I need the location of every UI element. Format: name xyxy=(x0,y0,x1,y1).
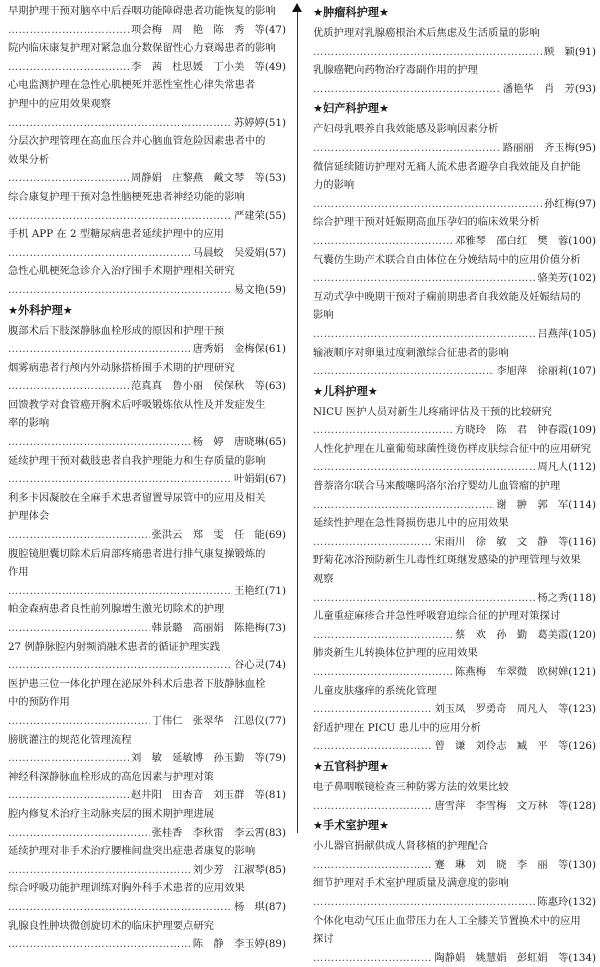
entry-authors-row xyxy=(8,340,286,359)
entry-title-line: 护理体会 xyxy=(8,510,50,523)
entry-authors: 蹇 琳 刘 晓 李 丽 等(130) xyxy=(434,858,596,871)
entry-authors: 张洪云 郑 雯 任 能(69) xyxy=(151,529,286,542)
toc-entry[interactable] xyxy=(8,188,286,225)
entry-title-line: 腹腔镜胆囊切除术后肩部疼痛患者进行排气康复操锻炼的 xyxy=(8,547,266,560)
entry-title-line: 探讨 xyxy=(313,933,334,946)
dot-leader xyxy=(313,893,535,912)
entry-title-line: 中的预防作用 xyxy=(8,696,70,709)
entry-authors: 杨 婷 唐晓琳(65) xyxy=(192,436,286,449)
entry-authors: 陶静娟 姚慧娟 彭虹娟 等(134) xyxy=(434,951,596,964)
toc-entry[interactable] xyxy=(313,120,596,157)
entry-authors: 陈 静 李玉婷(89) xyxy=(192,938,286,951)
dot-leader xyxy=(8,21,129,40)
entry-authors-row xyxy=(8,786,286,805)
dot-leader xyxy=(313,80,501,99)
entry-authors: 丁伟仁 张翠华 江恩仪(77) xyxy=(151,714,286,727)
toc-entry[interactable] xyxy=(8,225,286,262)
entry-authors: 陈燕梅 车翠微 欧树婵(121) xyxy=(455,666,596,678)
entry-authors-row xyxy=(8,21,286,40)
entry-title-line: 神经科深静脉血栓形成的高危因素与护理对策 xyxy=(8,770,214,783)
entry-title-line: 烟雾病患者行颅内外动脉搭桥围手术期的护理研究 xyxy=(8,361,235,374)
entry-authors: 韩景璐 高丽娟 陈艳梅(73) xyxy=(151,622,286,634)
entry-title-line: 腹部术后下肢深静脉血栓形成的原因和护理干预 xyxy=(8,324,225,337)
section-heading: ★五官科护理★ xyxy=(313,759,389,773)
dot-leader xyxy=(313,856,432,875)
entry-authors-row xyxy=(8,656,286,675)
entry-authors-row xyxy=(313,43,596,62)
toc-entry[interactable] xyxy=(313,719,596,756)
entry-authors-row xyxy=(313,797,596,816)
entry-authors: 李 茜 杜思媛 丁小美 等(49) xyxy=(131,60,286,73)
entry-authors-row xyxy=(313,893,596,912)
entry-title-line: 普萘洛尔联合马来酸噻吗洛尔治疗婴幼儿血管瘤的护理 xyxy=(313,480,561,493)
entry-authors: 孙红梅(97) xyxy=(543,197,596,210)
entry-authors-row xyxy=(8,898,286,917)
dot-leader xyxy=(8,582,232,601)
dot-leader xyxy=(8,58,129,77)
entry-title-line: 分层次护理管理在高血压合并心脑血管危险因素患者中的 xyxy=(8,135,266,148)
entry-authors-row xyxy=(8,114,286,133)
entry-authors-row xyxy=(8,207,286,226)
dot-leader xyxy=(8,935,191,954)
entry-authors-row xyxy=(313,458,596,477)
entry-authors-row xyxy=(313,700,596,719)
dot-leader xyxy=(8,786,129,805)
toc-entry[interactable] xyxy=(313,158,596,214)
entry-title-line: 膀胱灌注的规范化管理流程 xyxy=(8,733,132,746)
toc-entry[interactable] xyxy=(313,607,596,644)
entry-authors: 叶娟娟(67) xyxy=(233,473,286,486)
entry-authors: 蔡 欢 孙 勤 葛美霞(120) xyxy=(455,628,596,641)
entry-title-line: 率的影响 xyxy=(8,417,50,430)
dot-leader xyxy=(313,663,453,682)
entry-authors-row xyxy=(8,244,286,263)
entry-title-line: 医护患三位一体化护理在泌尿外科术后患者下肢静脉血栓 xyxy=(8,677,266,690)
entry-authors: 张桂香 李秋雷 李云霄(83) xyxy=(151,826,286,839)
entry-title-line: 优质护理对乳腺癌根治术后焦虑及生活质量的影响 xyxy=(313,27,540,39)
dot-leader xyxy=(8,340,191,359)
entry-authors-row xyxy=(313,496,596,515)
entry-authors-row xyxy=(313,663,596,682)
entry-authors-row xyxy=(313,737,596,756)
entry-title-line: 人性化护理在儿童葡萄球菌性烫伤样皮肤综合征中的应用研究 xyxy=(313,442,592,455)
entry-title-line: 力的影响 xyxy=(313,179,355,192)
dot-leader xyxy=(8,712,150,731)
dot-leader xyxy=(313,421,453,440)
dot-leader xyxy=(313,533,432,552)
entry-title-line: 小儿器官捐献供成人肾移植的护理配合 xyxy=(313,840,489,853)
entry-title-line: 产妇母乳喂养自我效能感及影响因素分析 xyxy=(313,123,499,136)
entry-title-line: 延续护理干预对截肢患者自我护理能力和生存质量的影响 xyxy=(8,454,266,467)
entry-title-line: 肺炎新生儿转换体位护理的应用效果 xyxy=(313,647,478,660)
entry-title-line: 延续性护理在急性肾损伤患儿中的应用效果 xyxy=(313,517,509,530)
entry-authors: 潘艳华 肖 芳(93) xyxy=(502,82,596,95)
toc-entry[interactable] xyxy=(313,778,596,815)
toc-entry[interactable] xyxy=(8,805,286,842)
entry-authors-row xyxy=(313,139,596,158)
entry-authors-row xyxy=(8,861,286,880)
entry-authors-row xyxy=(313,533,596,552)
entry-authors: 苏婷婷(51) xyxy=(233,116,286,129)
entry-title-line: 观察 xyxy=(313,573,334,586)
entry-title-line: 影响 xyxy=(313,309,334,322)
entry-authors: 李旭萍 徐丽莉(107) xyxy=(496,365,596,378)
dot-leader xyxy=(313,737,432,756)
toc-entry[interactable] xyxy=(313,837,596,874)
toc-entry[interactable] xyxy=(8,842,286,879)
entry-title-line: 效果分析 xyxy=(8,153,50,166)
entry-title-line: 帕金森病患者良性前列腺增生激光切除术的护理 xyxy=(8,603,225,616)
entry-title-line: 乳腺良性肿块微创旋切术的临床护理要点研究 xyxy=(8,919,214,932)
entry-authors-row xyxy=(8,582,286,601)
toc-entry[interactable] xyxy=(313,440,596,477)
entry-title-line: 护理中的应用效果观察 xyxy=(8,97,111,110)
dot-leader xyxy=(313,139,501,158)
entry-title-line: 互动式孕中晚期干预对子痫前期患者自我效能及妊娠结局的 xyxy=(313,290,581,303)
entry-authors: 吕燕萍(105) xyxy=(537,327,596,340)
entry-authors: 唐雪萍 李雪梅 文万林 等(128) xyxy=(434,799,596,812)
entry-authors-row xyxy=(8,377,286,396)
entry-title-line: 综合护理干预对妊娠期高血压孕妇的临床效果分析 xyxy=(313,216,540,229)
toc-entry[interactable] xyxy=(313,251,596,288)
entry-title-line: 腔内修复术治疗主动脉夹层的围术期护理进展 xyxy=(8,807,214,820)
right-column xyxy=(313,2,596,967)
dot-leader xyxy=(8,281,232,300)
toc-entry[interactable] xyxy=(8,638,286,675)
dot-leader xyxy=(8,619,150,638)
toc-entry[interactable] xyxy=(8,2,286,39)
entry-title-line: 27 例静脉腔内射频消融术患者的循证护理实践 xyxy=(8,640,221,653)
toc-entry[interactable] xyxy=(8,396,286,452)
entry-authors-row xyxy=(8,935,286,954)
entry-title-line: 个体化电动气压止血带压力在人工全膝关节置换术中的应用 xyxy=(313,914,581,927)
entry-authors-row xyxy=(313,362,596,381)
entry-authors: 邓雅琴 邵白红 樊 蓉(100) xyxy=(455,234,596,247)
entry-authors: 宋雨川 徐 敏 文 静 等(116) xyxy=(434,535,596,548)
section-heading: ★儿科护理★ xyxy=(313,384,378,398)
toc-entry[interactable] xyxy=(313,477,596,514)
entry-authors-row xyxy=(8,619,286,638)
entry-authors-row xyxy=(313,80,596,99)
entry-authors-row xyxy=(313,589,596,608)
entry-authors: 马晨蛟 吴爱娟(57) xyxy=(192,246,286,259)
entry-authors: 赵井阳 田杏音 刘玉群 等(81) xyxy=(131,789,286,802)
entry-title-line: 输液顺序对卵巢过度刺激综合征患者的影响 xyxy=(313,346,509,359)
entry-title-line: 手机 APP 在 2 型糖尿病患者延续护理中的应用 xyxy=(8,228,224,241)
toc-entry[interactable] xyxy=(8,489,286,545)
entry-title-line: 乳腺癌靶向药物治疗毒副作用的护理 xyxy=(313,64,478,77)
dot-leader xyxy=(8,433,191,452)
toc-entry[interactable] xyxy=(8,262,286,299)
dot-leader xyxy=(8,861,191,880)
entry-authors: 曾 谦 刘伶志 臧 平 等(126) xyxy=(434,740,596,753)
entry-authors-row xyxy=(313,421,596,440)
toc-entry[interactable] xyxy=(8,39,286,76)
toc-entry[interactable] xyxy=(8,675,286,731)
entry-authors: 顾 颖(91) xyxy=(543,45,596,58)
dot-leader xyxy=(8,470,232,489)
dot-leader xyxy=(313,626,453,645)
entry-title-line: 综合呼吸功能护理训练对胸外科手术患者的应用效果 xyxy=(8,882,245,895)
dot-leader xyxy=(313,195,542,214)
toc-entry[interactable] xyxy=(8,879,286,916)
entry-title-line: 舒适护理在 PICU 患儿中的应用分析 xyxy=(313,721,481,734)
entry-authors-row xyxy=(8,712,286,731)
dot-leader xyxy=(8,207,232,226)
dot-leader xyxy=(8,656,232,675)
dot-leader xyxy=(313,232,453,251)
section-heading: ★外科护理★ xyxy=(8,303,73,317)
entry-authors-row xyxy=(8,749,286,768)
dot-leader xyxy=(313,496,494,515)
dot-leader xyxy=(8,749,129,768)
entry-title-line: 院内临床康复护理对紧急血分数保留性心力衰竭患者的影响 xyxy=(8,42,276,55)
entry-authors-row xyxy=(8,433,286,452)
toc-entry[interactable] xyxy=(8,768,286,805)
entry-title-line: 心电监测护理在急性心肌梗死并恶性室性心律失常患者 xyxy=(8,79,256,92)
toc-entry[interactable] xyxy=(313,874,596,911)
toc-entry[interactable] xyxy=(313,551,596,607)
toc-entry[interactable] xyxy=(313,682,596,719)
dot-leader xyxy=(8,526,150,545)
toc-entry[interactable] xyxy=(313,644,596,681)
entry-authors-row xyxy=(313,325,596,344)
entry-title-line: 急性心肌梗死急诊介入治疗围手术期护理相关研究 xyxy=(8,265,235,278)
toc-entry[interactable] xyxy=(313,61,596,98)
dot-leader xyxy=(8,114,232,133)
entry-authors: 谷心灵(74) xyxy=(233,659,286,672)
entry-title-line: 回馈教学对食管癌开胸术后呼吸锻炼依从性及并发症发生 xyxy=(8,398,266,411)
entry-title-line: 延续护理对非手术治疗腰椎间盘突出症患者康复的影响 xyxy=(8,845,256,858)
left-column xyxy=(8,2,286,954)
entry-authors: 方晓玲 陈 君 钟春霞(109) xyxy=(455,424,596,437)
entry-authors: 杨 琪(87) xyxy=(233,900,286,913)
toc-entry[interactable] xyxy=(313,403,596,440)
entry-title-line: 细节护理对手术室护理质量及满意度的影响 xyxy=(313,877,509,890)
dot-leader xyxy=(313,700,432,719)
dot-leader xyxy=(313,458,535,477)
toc-entry[interactable] xyxy=(313,344,596,381)
dot-leader xyxy=(313,797,432,816)
entry-authors: 严建荣(55) xyxy=(233,209,286,222)
toc-entry[interactable] xyxy=(313,24,596,61)
toc-entry[interactable] xyxy=(8,545,286,601)
entry-title-line: 儿童皮肤瘙痒的系统化管理 xyxy=(313,684,437,697)
entry-title-line: 儿童重症麻疹合并急性呼吸窘迫综合征的护理对策探讨 xyxy=(313,610,561,623)
entry-title-line: 利多卡因凝胶在全麻手术患者留置导尿管中的应用及相关 xyxy=(8,491,266,504)
dot-leader xyxy=(313,362,494,381)
entry-authors: 唐秀娟 金梅保(61) xyxy=(192,343,286,356)
entry-authors-row xyxy=(313,856,596,875)
entry-authors: 刘 敏 延敏博 孙玉勤 等(79) xyxy=(131,752,286,765)
dot-leader xyxy=(8,377,129,396)
dot-leader xyxy=(313,589,535,608)
toc-entry[interactable] xyxy=(313,514,596,551)
section-heading: ★肿瘤科护理★ xyxy=(313,6,389,19)
toc-entry[interactable] xyxy=(313,213,596,250)
entry-title-line: 电子鼻咽喉镜检查三种防雾方法的效果比较 xyxy=(313,780,509,793)
dot-leader xyxy=(8,244,191,263)
dot-leader xyxy=(313,949,432,967)
toc-entry[interactable] xyxy=(8,322,286,359)
entry-authors: 王艳红(71) xyxy=(233,584,286,597)
entry-authors-row xyxy=(8,281,286,300)
dot-leader xyxy=(313,269,535,288)
entry-authors-row xyxy=(8,58,286,77)
toc-entry[interactable] xyxy=(8,359,286,396)
dot-leader xyxy=(313,325,535,344)
entry-authors: 范真真 鲁小丽 侯保秋 等(63) xyxy=(131,380,286,393)
toc-entry[interactable] xyxy=(8,132,286,188)
entry-authors: 杨之秀(118) xyxy=(537,591,596,604)
toc-entry[interactable] xyxy=(313,912,596,967)
toc-entry[interactable] xyxy=(8,731,286,768)
section-heading: ★手术室护理★ xyxy=(313,819,389,833)
entry-title-line: 作用 xyxy=(8,566,29,579)
entry-title-line: NICU 医护人员对新生儿疼痛评估及干预的比较研究 xyxy=(313,405,552,418)
entry-authors-row xyxy=(313,626,596,645)
entry-authors-row xyxy=(313,232,596,251)
toc-entry[interactable] xyxy=(8,600,286,637)
entry-authors: 陈惠玲(132) xyxy=(537,895,596,908)
dot-leader xyxy=(8,898,232,917)
column-divider xyxy=(297,12,298,833)
dot-leader xyxy=(313,43,542,62)
entry-authors: 骆美芳(102) xyxy=(537,272,596,285)
entry-authors: 刘少芳 江淑琴(85) xyxy=(192,863,286,876)
toc-entry[interactable] xyxy=(8,452,286,489)
entry-title-line: 野菊花冰浴预防新生儿毒性红斑继发感染的护理管理与效果 xyxy=(313,554,581,567)
entry-authors: 谢 翀 郭 军(114) xyxy=(496,498,596,511)
section-heading: ★妇产科护理★ xyxy=(313,102,389,116)
entry-authors-row xyxy=(8,169,286,188)
entry-authors-row xyxy=(8,526,286,545)
entry-authors: 周静娟 庄黎燕 戴文琴 等(53) xyxy=(131,172,286,185)
entry-authors-row xyxy=(313,949,596,967)
toc-entry[interactable] xyxy=(8,76,286,132)
up-arrow-icon xyxy=(292,3,302,12)
entry-authors-row xyxy=(313,269,596,288)
entry-authors-row xyxy=(313,195,596,214)
entry-title-line: 微信延续随访护理对无痛人流术患者避孕自我效能及自护能 xyxy=(313,160,581,173)
entry-title-line: 综合康复护理干预对急性脑梗死患者神经功能的影响 xyxy=(8,190,245,203)
entry-authors: 周凡人(112) xyxy=(537,461,596,474)
toc-entry[interactable] xyxy=(313,288,596,344)
entry-authors: 刘玉凤 罗勇奇 周凡人 等(123) xyxy=(434,703,596,716)
entry-authors: 项会梅 周 艳 陈 秀 等(47) xyxy=(131,23,286,36)
entry-title-line: 气囊仿生助产术联合自由体位在分娩结局中的应用价值分析 xyxy=(313,253,581,266)
toc-entry[interactable] xyxy=(8,917,286,954)
entry-title-line: 早期护理干预对脑卒中后吞咽功能障碍患者功能恢复的影响 xyxy=(8,5,276,17)
entry-authors: 易文艳(59) xyxy=(233,283,286,296)
dot-leader xyxy=(8,169,129,188)
entry-authors-row xyxy=(8,470,286,489)
entry-authors: 路丽丽 齐玉梅(95) xyxy=(502,141,596,154)
